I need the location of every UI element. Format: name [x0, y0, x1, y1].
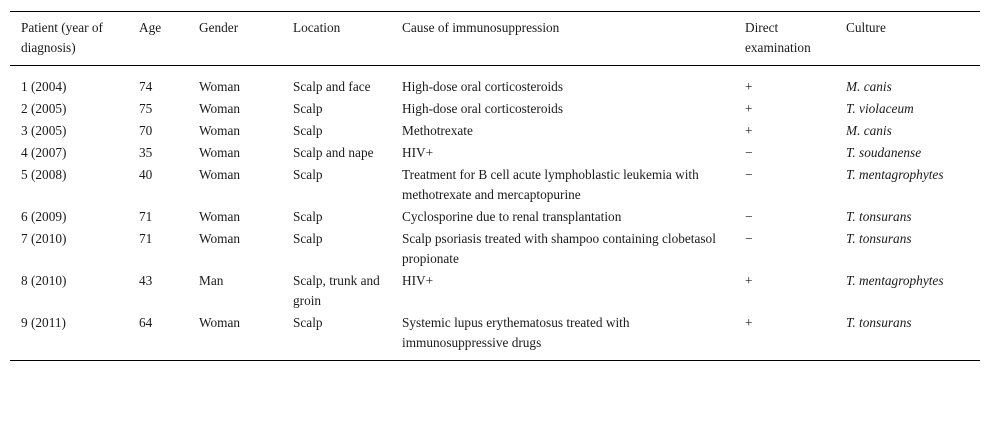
- cell-direct-examination: −: [745, 145, 753, 160]
- table-row: [10, 229, 980, 271]
- cell-culture: T. soudanense: [846, 145, 922, 160]
- cell-location: Scalp and nape: [293, 145, 374, 160]
- table-row: [10, 207, 980, 229]
- cell-location: Scalp: [293, 231, 323, 246]
- cell-cause: Methotrexate: [402, 123, 473, 138]
- header-gender: Gender: [199, 20, 239, 35]
- cell-location: Scalp: [293, 315, 323, 330]
- cell-age: 40: [139, 167, 153, 182]
- cell-patient: 3 (2005): [21, 123, 67, 138]
- table-row: [10, 99, 980, 121]
- cell-age: 75: [139, 101, 153, 116]
- cell-gender: Woman: [199, 167, 241, 182]
- table-header: [10, 12, 980, 66]
- cell-direct-examination: −: [745, 231, 753, 246]
- cell-direct-examination: +: [745, 123, 753, 138]
- cell-gender: Woman: [199, 209, 241, 224]
- cell-patient: 5 (2008): [21, 167, 67, 182]
- cell-culture: M. canis: [846, 79, 892, 94]
- cell-location: Scalp and face: [293, 79, 371, 94]
- cell-location: Scalp: [293, 101, 323, 116]
- cell-gender: Woman: [199, 145, 241, 160]
- cell-cause: HIV+: [402, 145, 434, 160]
- cell-gender: Woman: [199, 123, 241, 138]
- cell-culture: T. mentagrophytes: [846, 273, 944, 288]
- cell-culture: T. mentagrophytes: [846, 167, 944, 182]
- cell-cause: Treatment for B cell acute lymphoblastic leukemia with methotrexate and mercaptopurine: [402, 167, 699, 202]
- table-container: [10, 11, 980, 361]
- table-row: [10, 66, 980, 100]
- cell-patient: 4 (2007): [21, 145, 67, 160]
- cell-gender: Woman: [199, 315, 241, 330]
- cell-culture: T. violaceum: [846, 101, 914, 116]
- table-row: [10, 121, 980, 143]
- cell-patient: 7 (2010): [21, 231, 67, 246]
- cell-location: Scalp: [293, 209, 323, 224]
- cell-direct-examination: −: [745, 209, 753, 224]
- cell-age: 43: [139, 273, 153, 288]
- patients-table: [10, 11, 980, 361]
- cell-location: Scalp, trunk and groin: [293, 273, 380, 308]
- cell-age: 71: [139, 231, 153, 246]
- cell-cause: High-dose oral corticosteroids: [402, 79, 563, 94]
- cell-culture: M. canis: [846, 123, 892, 138]
- header-cause: Cause of immunosuppression: [402, 20, 560, 35]
- cell-patient: 6 (2009): [21, 209, 67, 224]
- cell-age: 70: [139, 123, 153, 138]
- cell-location: Scalp: [293, 167, 323, 182]
- cell-direct-examination: +: [745, 79, 753, 94]
- header-direct-examination: Direct examination: [745, 20, 811, 55]
- cell-age: 64: [139, 315, 153, 330]
- cell-patient: 8 (2010): [21, 273, 67, 288]
- cell-cause: HIV+: [402, 273, 434, 288]
- cell-age: 35: [139, 145, 153, 160]
- cell-gender: Woman: [199, 231, 241, 246]
- cell-cause: Scalp psoriasis treated with shampoo containing clobetasol propionate: [402, 231, 716, 266]
- cell-location: Scalp: [293, 123, 323, 138]
- cell-culture: T. tonsurans: [846, 315, 912, 330]
- cell-patient: 1 (2004): [21, 79, 67, 94]
- cell-cause: Cyclosporine due to renal transplantation: [402, 209, 622, 224]
- header-patient: Patient (year of diagnosis): [21, 20, 103, 55]
- table-row: [10, 313, 980, 361]
- cell-culture: T. tonsurans: [846, 231, 912, 246]
- table-row: [10, 165, 980, 207]
- cell-age: 74: [139, 79, 153, 94]
- cell-gender: Woman: [199, 79, 241, 94]
- table-row: [10, 271, 980, 313]
- table-body: [10, 66, 980, 361]
- cell-patient: 9 (2011): [21, 315, 66, 330]
- cell-patient: 2 (2005): [21, 101, 67, 116]
- header-culture: Culture: [846, 20, 886, 35]
- cell-gender: Man: [199, 273, 224, 288]
- header-age: Age: [139, 20, 162, 35]
- table-row: [10, 143, 980, 165]
- cell-cause: Systemic lupus erythematosus treated with immunosuppressive drugs: [402, 315, 630, 350]
- header-location: Location: [293, 20, 341, 35]
- cell-direct-examination: +: [745, 273, 753, 288]
- cell-direct-examination: +: [745, 315, 753, 330]
- cell-culture: T. tonsurans: [846, 209, 912, 224]
- cell-direct-examination: +: [745, 101, 753, 116]
- cell-cause: High-dose oral corticosteroids: [402, 101, 563, 116]
- cell-gender: Woman: [199, 101, 241, 116]
- cell-age: 71: [139, 209, 153, 224]
- header-row: [10, 12, 980, 66]
- cell-direct-examination: −: [745, 167, 753, 182]
